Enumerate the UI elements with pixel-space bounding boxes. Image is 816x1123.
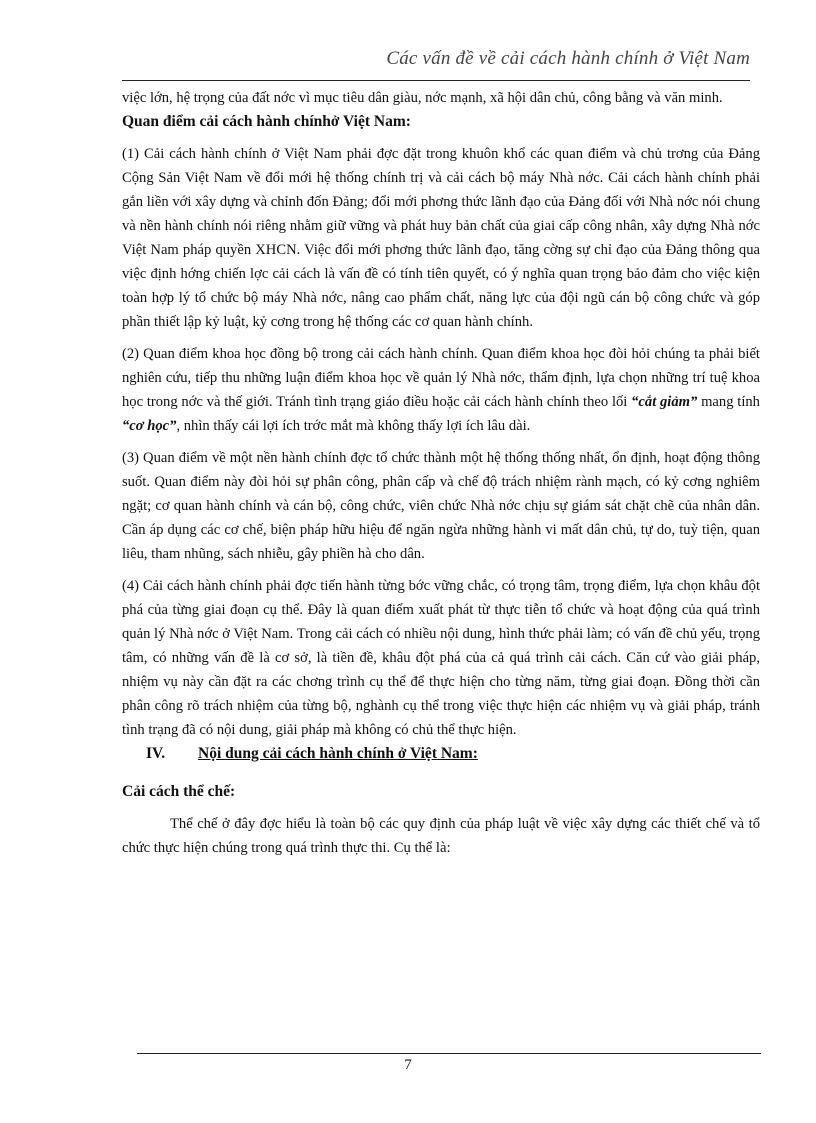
section-title: Nội dung cải cách hành chính ở Việt Nam: (198, 745, 478, 762)
section-number: IV. (146, 745, 166, 762)
header-divider (122, 80, 750, 81)
viewpoint-2-text-c: , nhìn thấy cái lợi ích trớc mắt mà không thấy lợi ích lâu dài. (176, 418, 531, 434)
viewpoint-3-paragraph: (3) Quan điểm về một nền hành chính đợc tổ chức thành một hệ thống thống nhất, ổn định, hoạt động thông suốt. Quan điểm này đòi hỏi sự phân công, phân cấp và chế độ trách nhiệm rành mạch, có kỷ cơng nghiêm ngặt; cơ quan hành chính và cán bộ, công chức, viên chức Nhà nớc chịu sự giám sát chặt chẽ của nhân dân. Cần áp dụng các cơ chế, biện pháp hữu hiệu để ngăn ngừa những hành vi mất dân chủ, tự do, tuỳ tiện, quan liêu, tham nhũng, sách nhiễu, gây phiền hà cho dân. (122, 450, 760, 562)
intro-continuation: việc lớn, hệ trọng của đất nớc vì mục tiêu dân giàu, nớc mạnh, xã hội dân chủ, công bằng và văn minh. (122, 90, 723, 106)
institutional-reform-paragraph: Thể chế ở đây đợc hiểu là toàn bộ các quy định của pháp luật về việc xây dựng các thiết chế và tổ chức thực hiện chúng trong quá trình thực thi. Cụ thể là: (122, 816, 760, 856)
section-iv-heading (122, 742, 760, 766)
cat-giam-phrase: “cắt giảm” (631, 394, 698, 410)
viewpoints-heading: Quan điểm cải cách hành chínhở Việt Nam: (122, 113, 411, 130)
viewpoint-4-paragraph: (4) Cải cách hành chính phải đợc tiến hành từng bớc vững chắc, có trọng tâm, trọng điểm, lựa chọn khâu đột phá của từng giai đoạn cụ thể. Đây là quan điểm xuất phát từ thực tiễn tổ chức và hoạt động của quá trình quản lý Nhà nớc ở Việt Nam. Trong cải cách có nhiều nội dung, hình thức phải làm; có vấn đề chủ yếu, trọng tâm, có những vấn đề là cơ sở, là tiền đề, khâu đột phá của cả quá trình cải cách. Căn cứ vào giải pháp, nhiệm vụ này cần đặt ra các chơng trình cụ thể để thực hiện cho từng năm, từng giai đoạn. Đồng thời cần phân công rõ trách nhiệm của từng bộ, nghành cụ thể trong việc thực hiện các nhiệm vụ và giải pháp, tránh tình trạng đã có nội dung, giải pháp mà không có chủ thể thực hiện. (122, 578, 760, 738)
page-number: 7 (404, 1057, 412, 1073)
institutional-reform-subheading: Cải cách thể chế: (122, 783, 236, 800)
page-body (122, 86, 760, 860)
viewpoint-2-text-b: mang tính (697, 394, 760, 410)
running-header: Các vấn đề về cải cách hành chính ở Việt Nam (386, 48, 750, 69)
viewpoint-2-paragraph (122, 342, 760, 438)
viewpoint-1-paragraph: (1) Cải cách hành chính ở Việt Nam phải đợc đặt trong khuôn khổ các quan điểm và chủ trơng của Đảng Cộng Sản Việt Nam về đổi mới hệ thống chính trị và cải cách bộ máy Nhà nớc. Cải cách hành chính phải gắn liền với xây dựng và chỉnh đốn Đảng; đổi mới phơng thức lãnh đạo của Đảng đối với Nhà nớc nói chung và nền hành chính nói riêng nhằm giữ vững và phát huy bản chất của giai cấp công nhân, xây dựng Nhà nớc Việt Nam pháp quyền XHCN. Việc đổi mới phơng thức lãnh đạo, tăng cờng sự chỉ đạo của Đảng thông qua việc định hớng chiến lợc cải cách là vấn đề có tính tiên quyết, có ý nghĩa quan trọng bảo đảm cho việc kiện toàn hợp lý tổ chức bộ máy Nhà nớc, nâng cao phẩm chất, năng lực của đội ngũ cán bộ công chức và góp phần thiết lập kỷ luật, kỷ cơng trong hệ thống các cơ quan hành chính. (122, 146, 760, 330)
co-hoc-phrase: “cơ học” (122, 418, 177, 434)
viewpoint-2-text-a: (2) Quan điểm khoa học đồng bộ trong cải cách hành chính. Quan điểm khoa học đòi hỏi chúng ta phải biết nghiên cứu, tiếp thu những luận điểm khoa học về quản lý Nhà nớc, thẩm định, lựa chọn những trí tuệ khoa học trong nớc và thế giới. Tránh tình trạng giáo điều hoặc cải cách hành chính theo lối (122, 346, 760, 410)
footer-divider (137, 1053, 761, 1054)
